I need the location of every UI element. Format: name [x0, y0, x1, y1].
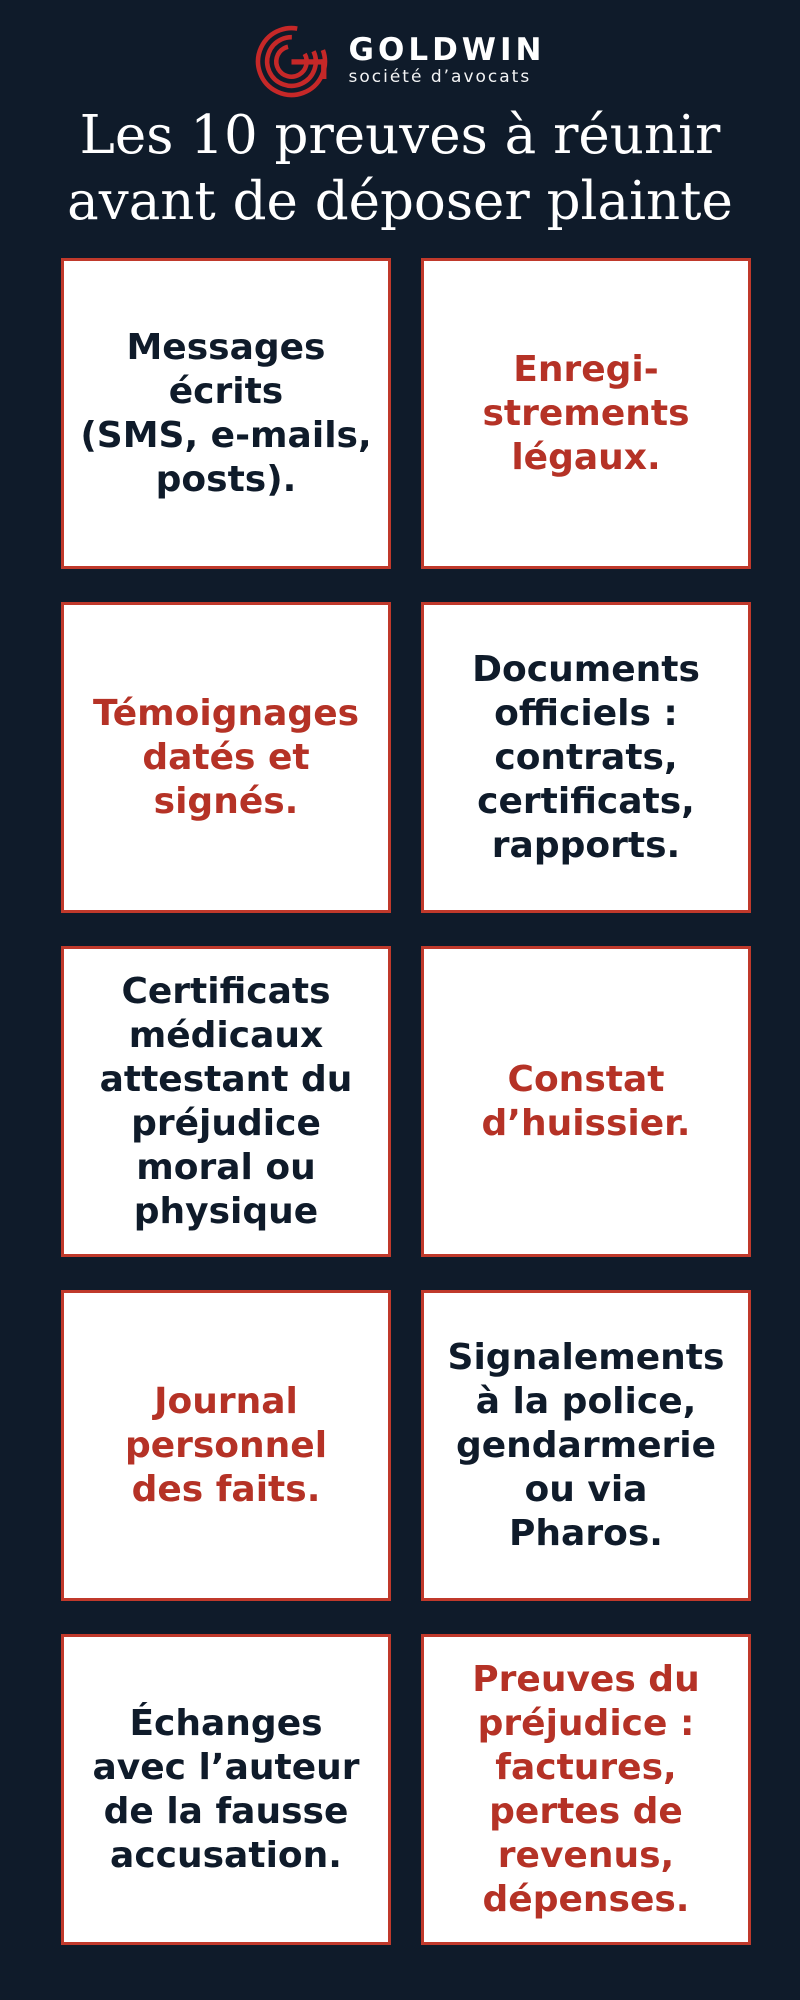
evidence-card-line: certificats, [477, 780, 695, 822]
evidence-card [61, 258, 391, 569]
evidence-card-text [482, 1058, 691, 1146]
evidence-card-line: Échanges [129, 1702, 323, 1744]
evidence-card-line: attestant du [99, 1058, 353, 1100]
evidence-card-line: d’huissier. [481, 1102, 691, 1144]
evidence-card-line: Certificats [121, 970, 331, 1012]
evidence-card-text [472, 1658, 699, 1922]
evidence-card [421, 602, 751, 913]
title-line-2: avant de déposer plainte [67, 171, 733, 232]
evidence-card-line: datés et [142, 736, 310, 778]
evidence-card-line: rapports. [491, 824, 681, 866]
evidence-card-line: légaux. [511, 436, 661, 478]
evidence-card-line: des faits. [131, 1468, 321, 1510]
evidence-card-line: Preuves du [472, 1658, 700, 1700]
evidence-card-line: revenus, [497, 1834, 675, 1876]
evidence-card-line: signés. [153, 780, 299, 822]
evidence-card-line: Pharos. [509, 1512, 663, 1554]
evidence-card-text [93, 1702, 360, 1878]
evidence-card-text [100, 970, 353, 1234]
evidence-card-line: personnel [124, 1424, 328, 1466]
brand-name: GOLDWIN [348, 32, 546, 68]
evidence-card [421, 1290, 751, 1601]
evidence-card-line: préjudice [131, 1102, 321, 1144]
evidence-card-text [472, 648, 700, 868]
evidence-card [421, 946, 751, 1257]
evidence-card-line: préjudice : [477, 1702, 695, 1744]
evidence-card [421, 258, 751, 569]
brand-subtitle: société d’avocats [348, 67, 532, 87]
evidence-card-text [125, 1380, 327, 1512]
evidence-card-line: pertes de [489, 1790, 683, 1832]
evidence-card [61, 946, 391, 1257]
evidence-card-line: strements [482, 392, 690, 434]
evidence-card-line: Témoignages [92, 692, 360, 734]
evidence-card-line: Documents [472, 648, 700, 690]
title-line-1: Les 10 preuves à réunir [79, 105, 721, 166]
evidence-card [61, 602, 391, 913]
evidence-card-line: Signalements [447, 1336, 725, 1378]
evidence-card [61, 1634, 391, 1945]
evidence-card-line: posts). [155, 458, 297, 500]
evidence-card-line: Journal [154, 1380, 298, 1422]
evidence-card-line: avec l’auteur [92, 1746, 360, 1788]
evidence-card-line: à la police, [475, 1380, 697, 1422]
evidence-card-line: Constat [507, 1058, 665, 1100]
evidence-card-line: écrits [168, 370, 284, 412]
evidence-card-line: médicaux [128, 1014, 324, 1056]
evidence-card-text [80, 326, 371, 502]
brand-header [0, 20, 800, 100]
evidence-card-line: Messages [126, 326, 326, 368]
goldwin-g-logo-icon [255, 22, 331, 98]
evidence-card-line: dépenses. [482, 1878, 690, 1920]
evidence-card-line: contrats, [494, 736, 678, 778]
evidence-card-line: factures, [495, 1746, 677, 1788]
evidence-card [421, 1634, 751, 1945]
evidence-card-line: Enregi- [513, 348, 659, 390]
evidence-card-line: moral ou [136, 1146, 316, 1188]
evidence-card [61, 1290, 391, 1601]
evidence-card-line: (SMS, e-mails, [80, 414, 372, 456]
evidence-card-text [483, 348, 690, 480]
evidence-card-line: physique [133, 1190, 319, 1232]
brand-text [349, 33, 546, 87]
page-title [0, 103, 800, 235]
evidence-card-line: officiels : [494, 692, 678, 734]
evidence-card-text [93, 692, 359, 824]
evidence-card-text [448, 1336, 725, 1556]
evidence-card-line: de la fausse [103, 1790, 349, 1832]
evidence-card-grid [61, 258, 751, 1945]
evidence-card-line: accusation. [110, 1834, 342, 1876]
evidence-card-line: ou via [524, 1468, 648, 1510]
evidence-card-line: gendarmerie [455, 1424, 717, 1466]
